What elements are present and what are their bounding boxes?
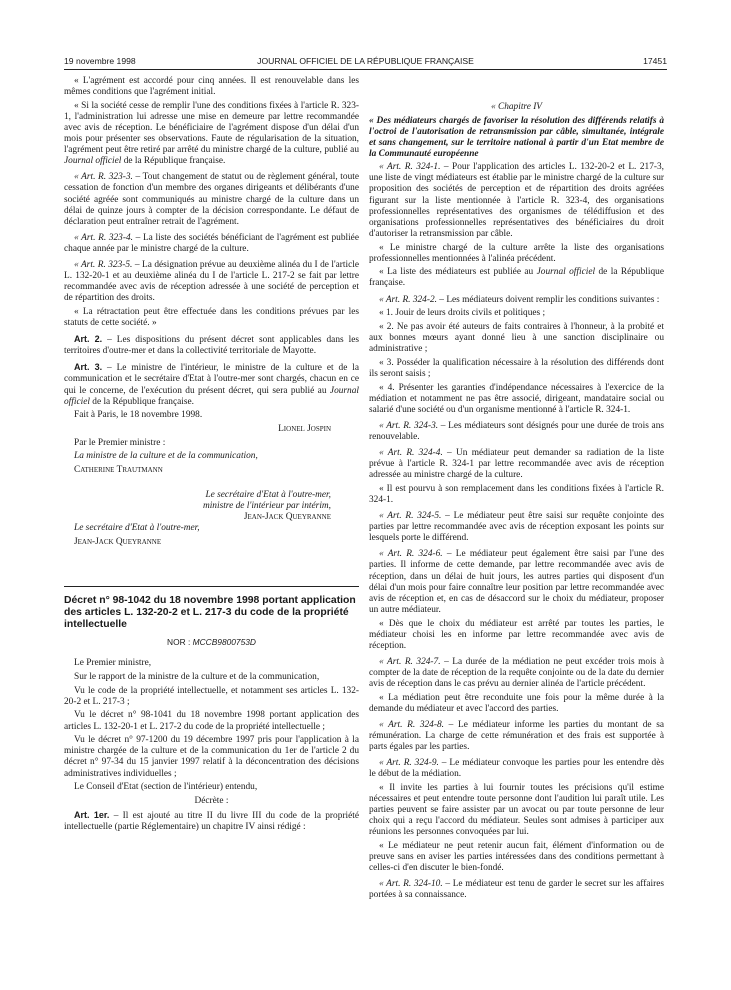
article-r324-3: « Art. R. 324-3. – Les médiateurs sont désignés pour une durée de trois ans renouvelable.: [369, 420, 665, 442]
condition-item: « 1. Jouir de leurs droits civils et politiques ;: [379, 308, 546, 319]
paragraph: « Il est pourvu à son remplacement dans les conditions fixées à l'article R. 324-1.: [369, 483, 664, 505]
condition-item: « 3. Posséder la qualification nécessaire à la résolution des différends dont ils seront saisis ;: [369, 357, 664, 379]
article-r324-4: « Art. R. 324-4. – Un médiateur peut demander sa radiation de la liste prévue à l'article R. 324-1 par lettre recommandée avec avis de réception adressée au ministre chargé de la culture.: [369, 448, 665, 481]
visa: Vu le code de la propriété intellectuelle, et notamment ses articles L. 132-20-2 et L. 217-3 ;: [64, 685, 359, 707]
paragraph: « Le ministre chargé de la culture arrête la liste des organisations professionnelles mentionnées à l'alinéa précédent.: [369, 242, 664, 264]
paragraph: « La liste des médiateurs est publiée au Journal officiel de la République française.: [369, 267, 664, 289]
paragraph: « Il invite les parties à lui fournir toutes les précisions qu'il estime nécessaires et peut entendre toute personne dont l'audition lui paraît utile. Les parties peuvent se faire assister par un avocat ou par toute personne de leur choix qui a reçu l'accord du médiateur. Seules sont admises à participer aux réunions les personnes convoquées par lui.: [369, 782, 664, 838]
article-2: Art. 2. – Les dispositions du présent décret sont applicables dans les territoires d'outre-mer et dans la collectivité territoriale de Mayotte.: [64, 334, 359, 357]
nor-reference: NOR : MCCB9800753D: [167, 637, 256, 648]
paragraph: « L'agrément est accordé pour cinq années. Il est renouvelable dans les mêmes conditions que l'agrément initial.: [64, 76, 359, 98]
article-r324-6: « Art. R. 324-6. – Le médiateur peut également être saisi par l'une des parties. Il informe de cette demande, par lettre recommandée avec avis de réception, dans un délai de huit jours, les autres parties qui disposent d'un délai d'un mois pour faire connaître leur position par lettre recommandée avec avis de réception et, en cas de désaccord sur le choix du médiateur, proposer un autre médiateur.: [369, 549, 665, 615]
article-3: Art. 3. – Le ministre de l'intérieur, le ministre de la culture et de la communication et le secrétaire d'Etat à l'outre-mer sont chargés, chacun en ce qui le concerne, de l'exécution du présent décret, qui sera publié au Journal officiel de la République française.: [64, 362, 359, 407]
condition-item: « 2. Ne pas avoir été auteurs de faits contraires à l'honneur, à la probité et aux bonnes mœurs ayant donné lieu à une sanction disciplinaire ou administrative ;: [369, 321, 664, 355]
chapter-heading: « Chapitre IV: [490, 102, 543, 112]
decrete-heading: Décrète :: [194, 795, 229, 806]
article-r324-2: « Art. R. 324-2. – Les médiateurs doivent remplir les conditions suivantes :: [379, 294, 660, 305]
left-column: [64, 76, 359, 835]
article-1: Art. 1er. – Il est ajouté au titre II du livre III du code de la propriété intellectuelle (partie Réglementaire) un chapitre IV ainsi rédigé :: [64, 809, 359, 832]
page-header: [64, 54, 667, 70]
decree-title: Décret n° 98-1042 du 18 novembre 1998 portant application des articles L. 132-20-2 et L. 217-3 du code de la propriété intellectuelle: [64, 595, 356, 631]
condition-item: « 4. Présenter les garanties d'indépendance nécessaires à l'exercice de la médiation et notamment ne pas être associé, dirigeant, mandataire social ou salarié d'une société ou d'un organisme mentionné à l'article R. 324-1.: [369, 382, 664, 415]
signature-date: Fait à Paris, le 18 novembre 1998.: [74, 410, 203, 421]
signature-culture-name: Catherine Trautmann: [74, 465, 163, 476]
visa: Sur le rapport de la ministre de la culture et de la communication,: [74, 672, 320, 682]
paragraph: « Le médiateur ne peut retenir aucun fait, élément d'information ou de preuve sans en aviser les parties intéressées dans des conditions permettant à celles-ci d'en discuter le bien-fondé.: [369, 840, 664, 874]
article-r324-1: « Art. R. 324-1. – Pour l'application des articles L. 132-20-2 et L. 217-3, une liste de vingt médiateurs est établie par le ministre chargé de la culture sur proposition des sociétés de perception et de répartition des droits agréées figurant sur la liste mentionnée à l'article R. 323-4, des organisations professionnelles représentatives des organismes de télédiffusion et des organisations professionnelles représentatives des bénéficiaires du droit d'autoriser la retransmission par câble.: [369, 162, 664, 239]
header-journal-title: JOURNAL OFFICIEL DE LA RÉPUBLIQUE FRANÇAISE: [257, 56, 474, 66]
section-separator: [64, 586, 359, 587]
visa: Le Premier ministre,: [74, 658, 152, 669]
article-r323-4: « Art. R. 323-4. – La liste des sociétés bénéficiant de l'agrément est publiée chaque année par le ministre chargé de la culture.: [64, 232, 359, 254]
article-r324-8: « Art. R. 324-8. – Le médiateur informe les parties du montant de sa rémunération. La charge de cette rémunération et des frais est supportée à parts égales par les parties.: [369, 719, 664, 753]
signature-culture-title: La ministre de la culture et de la communication,: [74, 451, 258, 462]
article-r324-10: « Art. R. 324-10. – Le médiateur est tenu de garder le secret sur les affaires portées à sa connaissance.: [369, 879, 665, 901]
paragraph: « Si la société cesse de remplir l'une des conditions fixées à l'article R. 323-1, l'administration lui adresse une mise en demeure par lettre recommandée avec avis de réception. Le bénéficiaire de l'agrément dispose d'un délai d'un mois pour présenter ses observations. Faute de régularisation de la situation, l'agrément peut être retiré par arrêté du ministre chargé de la culture, publié au Journal officiel de la République française.: [64, 100, 359, 167]
header-page-number: 17451: [643, 56, 667, 66]
visa: Vu le décret n° 98-1041 du 18 novembre 1998 portant application des articles L. 132-20-1 et L. 217-2 du code de la propriété intellectuelle ;: [64, 710, 359, 732]
signature-outre-mer-title: Le secrétaire d'Etat à l'outre-mer,: [74, 523, 200, 534]
signature-pm: Lionel Jospin: [278, 424, 331, 434]
article-r324-7: « Art. R. 324-7. – La durée de la médiation ne peut excéder trois mois à compter de la date de réception de la requête conjointe ou de la date du dernier avis de réception dans le cas prévu au dernier alinéa de l'article précédent.: [369, 656, 664, 689]
header-date: 19 novembre 1998: [64, 56, 136, 66]
paragraph: « La rétractation peut être effectuée dans les conditions prévues par les statuts de cette société. »: [64, 306, 359, 329]
paragraph: « La médiation peut être reconduite une fois pour la même durée à la demande du médiateur et avec l'accord des parties.: [369, 692, 664, 714]
header-rule: [64, 69, 667, 70]
signature-par: Par le Premier ministre :: [74, 437, 166, 448]
article-r324-5: « Art. R. 324-5. – Le médiateur peut être saisi sur requête conjointe des parties par lettre recommandée avec avis de réception exposant les points sur lesquels porte le différend.: [369, 511, 664, 544]
signature-outre-mer-interim: Le secrétaire d'Etat à l'outre-mer, ministre de l'intérieur par intérim, Jean-Jack Queyranne: [202, 490, 331, 523]
signature-outre-mer-name: Jean-Jack Queyranne: [74, 537, 162, 548]
visa: Le Conseil d'Etat (section de l'intérieur) entendu,: [74, 782, 258, 793]
paragraph: « Dès que le choix du médiateur est arrêté par toutes les parties, le médiateur choisi les en informe par lettre recommandée avec avis de réception.: [369, 618, 664, 651]
visa: Vu le décret n° 97-1200 du 19 décembre 1997 pris pour l'application à la ministre chargée de la culture et de la communication du 1er de l'article 2 du décret n° 97-34 du 15 janvier 1997 relatif à la déconcentration des décisions administratives individuelles ;: [64, 735, 359, 779]
article-r323-3: « Art. R. 323-3. – Tout changement de statut ou de règlement général, toute cessation de fonction d'un membre des organes dirigeants et délibérants d'une société agréée sont communiqués au ministre chargé de la culture dans un délai de quinze jours à compter de la décision correspondante. Le défaut de déclaration peut entraîner retrait de l'agrément.: [64, 172, 359, 227]
chapter-title: « Des médiateurs chargés de favoriser la résolution des différends relatifs à l'octroi de l'autorisation de retransmission par câble, simultanée, intégrale et sans changement, sur le territoire national à partir d'un Etat membre de la Communauté européenne: [369, 115, 664, 159]
right-column: [369, 76, 664, 904]
article-r324-9: « Art. R. 324-9. – Le médiateur convoque les parties pour les entendre dès le début de la médiation.: [369, 758, 664, 780]
article-r323-5: « Art. R. 323-5. – La désignation prévue au deuxième alinéa du I de l'article L. 132-20-1 et au deuxième alinéa du I de l'article L. 217-2 se fait par lettre recommandée avec avis de réception adressée à une société de perception et de répartition des droits.: [64, 260, 359, 304]
